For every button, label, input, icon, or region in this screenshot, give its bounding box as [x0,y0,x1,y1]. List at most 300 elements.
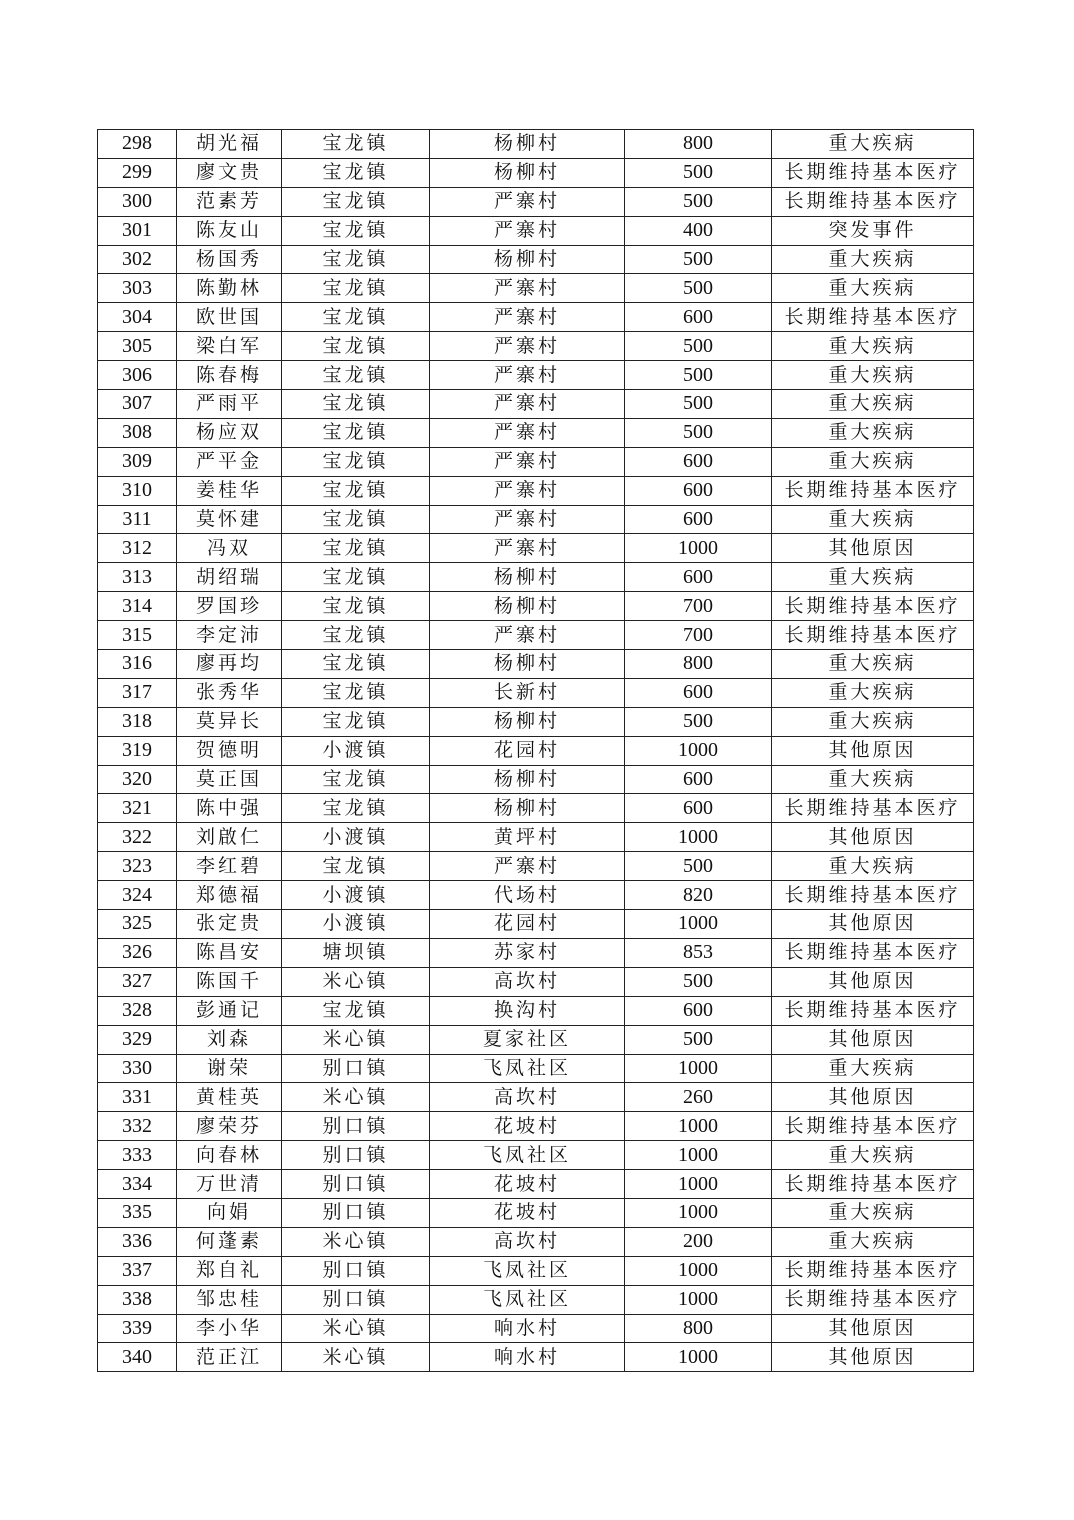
town-cell: 宝龙镇 [282,765,430,794]
town-cell: 别口镇 [282,1141,430,1170]
assistance-table [97,129,974,1372]
village-cell: 严寨村 [430,447,625,476]
village-cell: 代场村 [430,881,625,910]
name-cell: 陈春梅 [177,361,282,390]
name-cell: 谢荣 [177,1054,282,1083]
row-number-cell: 316 [98,650,177,679]
amount-cell: 600 [625,505,772,534]
table-row [98,447,974,476]
row-number-cell: 299 [98,158,177,187]
village-cell: 严寨村 [430,274,625,303]
row-number-cell: 319 [98,736,177,765]
reason-cell: 重大疾病 [772,563,974,592]
village-cell: 严寨村 [430,505,625,534]
table-row [98,852,974,881]
table-row [98,476,974,505]
reason-cell: 重大疾病 [772,274,974,303]
reason-cell: 重大疾病 [772,678,974,707]
name-cell: 姜桂华 [177,476,282,505]
table-row [98,534,974,563]
reason-cell: 其他原因 [772,823,974,852]
reason-cell: 突发事件 [772,216,974,245]
name-cell: 黄桂英 [177,1083,282,1112]
amount-cell: 800 [625,650,772,679]
table-row [98,938,974,967]
town-cell: 宝龙镇 [282,592,430,621]
village-cell: 杨柳村 [430,794,625,823]
reason-cell: 其他原因 [772,736,974,765]
reason-cell: 重大疾病 [772,418,974,447]
amount-cell: 260 [625,1083,772,1112]
reason-cell: 长期维持基本医疗 [772,187,974,216]
amount-cell: 800 [625,130,772,159]
village-cell: 严寨村 [430,303,625,332]
amount-cell: 500 [625,361,772,390]
village-cell: 严寨村 [430,187,625,216]
table-row [98,158,974,187]
town-cell: 宝龙镇 [282,447,430,476]
table-row [98,621,974,650]
village-cell: 高坎村 [430,1227,625,1256]
table-row [98,390,974,419]
town-cell: 宝龙镇 [282,678,430,707]
town-cell: 小渡镇 [282,823,430,852]
amount-cell: 600 [625,303,772,332]
name-cell: 陈中强 [177,794,282,823]
town-cell: 宝龙镇 [282,996,430,1025]
town-cell: 宝龙镇 [282,707,430,736]
reason-cell: 其他原因 [772,534,974,563]
row-number-cell: 323 [98,852,177,881]
amount-cell: 1000 [625,1285,772,1314]
table-row [98,967,974,996]
name-cell: 罗国珍 [177,592,282,621]
amount-cell: 500 [625,158,772,187]
village-cell: 严寨村 [430,476,625,505]
table-row [98,418,974,447]
name-cell: 张定贵 [177,910,282,939]
town-cell: 小渡镇 [282,736,430,765]
row-number-cell: 312 [98,534,177,563]
name-cell: 杨应双 [177,418,282,447]
amount-cell: 500 [625,274,772,303]
name-cell: 杨国秀 [177,245,282,274]
reason-cell: 重大疾病 [772,361,974,390]
town-cell: 小渡镇 [282,881,430,910]
name-cell: 范素芳 [177,187,282,216]
village-cell: 换沟村 [430,996,625,1025]
amount-cell: 600 [625,678,772,707]
name-cell: 李小华 [177,1314,282,1343]
amount-cell: 1000 [625,736,772,765]
reason-cell: 重大疾病 [772,852,974,881]
village-cell: 严寨村 [430,332,625,361]
village-cell: 杨柳村 [430,158,625,187]
amount-cell: 1000 [625,823,772,852]
amount-cell: 500 [625,245,772,274]
town-cell: 宝龙镇 [282,361,430,390]
town-cell: 别口镇 [282,1170,430,1199]
reason-cell: 重大疾病 [772,390,974,419]
reason-cell: 长期维持基本医疗 [772,1112,974,1141]
row-number-cell: 315 [98,621,177,650]
town-cell: 宝龙镇 [282,274,430,303]
village-cell: 高坎村 [430,1083,625,1112]
name-cell: 严雨平 [177,390,282,419]
name-cell: 廖文贵 [177,158,282,187]
table-row [98,1285,974,1314]
village-cell: 杨柳村 [430,707,625,736]
name-cell: 张秀华 [177,678,282,707]
reason-cell: 其他原因 [772,910,974,939]
village-cell: 严寨村 [430,390,625,419]
town-cell: 宝龙镇 [282,621,430,650]
village-cell: 花坡村 [430,1198,625,1227]
amount-cell: 1000 [625,1170,772,1199]
amount-cell: 600 [625,794,772,823]
table-row [98,881,974,910]
table-row [98,1083,974,1112]
town-cell: 宝龙镇 [282,650,430,679]
table-row [98,1025,974,1054]
reason-cell: 其他原因 [772,1314,974,1343]
town-cell: 宝龙镇 [282,245,430,274]
name-cell: 廖再均 [177,650,282,679]
name-cell: 万世清 [177,1170,282,1199]
row-number-cell: 322 [98,823,177,852]
reason-cell: 重大疾病 [772,1227,974,1256]
name-cell: 范正江 [177,1343,282,1372]
amount-cell: 600 [625,996,772,1025]
amount-cell: 1000 [625,534,772,563]
reason-cell: 重大疾病 [772,332,974,361]
reason-cell: 重大疾病 [772,1198,974,1227]
name-cell: 莫正国 [177,765,282,794]
town-cell: 米心镇 [282,1083,430,1112]
name-cell: 莫怀建 [177,505,282,534]
table-row [98,1141,974,1170]
town-cell: 宝龙镇 [282,216,430,245]
name-cell: 陈国千 [177,967,282,996]
table-row [98,563,974,592]
town-cell: 宝龙镇 [282,563,430,592]
row-number-cell: 311 [98,505,177,534]
village-cell: 严寨村 [430,216,625,245]
document-page [97,129,973,1372]
reason-cell: 长期维持基本医疗 [772,1256,974,1285]
table-body [98,130,974,1372]
town-cell: 宝龙镇 [282,852,430,881]
amount-cell: 600 [625,765,772,794]
name-cell: 刘森 [177,1025,282,1054]
reason-cell: 长期维持基本医疗 [772,938,974,967]
village-cell: 飞凤社区 [430,1285,625,1314]
row-number-cell: 329 [98,1025,177,1054]
table-row [98,794,974,823]
row-number-cell: 331 [98,1083,177,1112]
amount-cell: 1000 [625,1256,772,1285]
reason-cell: 重大疾病 [772,707,974,736]
table-row [98,245,974,274]
amount-cell: 1000 [625,910,772,939]
town-cell: 别口镇 [282,1256,430,1285]
amount-cell: 820 [625,881,772,910]
village-cell: 响水村 [430,1343,625,1372]
village-cell: 严寨村 [430,852,625,881]
village-cell: 杨柳村 [430,592,625,621]
row-number-cell: 306 [98,361,177,390]
row-number-cell: 310 [98,476,177,505]
row-number-cell: 303 [98,274,177,303]
name-cell: 陈友山 [177,216,282,245]
name-cell: 何蓬素 [177,1227,282,1256]
row-number-cell: 324 [98,881,177,910]
reason-cell: 重大疾病 [772,245,974,274]
town-cell: 宝龙镇 [282,187,430,216]
name-cell: 莫异长 [177,707,282,736]
village-cell: 杨柳村 [430,563,625,592]
name-cell: 邹忠桂 [177,1285,282,1314]
table-row [98,361,974,390]
table-row [98,1112,974,1141]
town-cell: 米心镇 [282,1314,430,1343]
town-cell: 米心镇 [282,1343,430,1372]
reason-cell: 长期维持基本医疗 [772,1170,974,1199]
name-cell: 郑德福 [177,881,282,910]
village-cell: 长新村 [430,678,625,707]
town-cell: 米心镇 [282,1025,430,1054]
reason-cell: 长期维持基本医疗 [772,303,974,332]
town-cell: 宝龙镇 [282,158,430,187]
reason-cell: 其他原因 [772,1343,974,1372]
town-cell: 宝龙镇 [282,476,430,505]
row-number-cell: 330 [98,1054,177,1083]
table-row [98,130,974,159]
table-row [98,650,974,679]
town-cell: 塘坝镇 [282,938,430,967]
name-cell: 冯双 [177,534,282,563]
table-row [98,274,974,303]
table-row [98,707,974,736]
reason-cell: 重大疾病 [772,505,974,534]
amount-cell: 500 [625,707,772,736]
village-cell: 严寨村 [430,621,625,650]
amount-cell: 200 [625,1227,772,1256]
row-number-cell: 309 [98,447,177,476]
village-cell: 杨柳村 [430,130,625,159]
row-number-cell: 321 [98,794,177,823]
town-cell: 小渡镇 [282,910,430,939]
town-cell: 宝龙镇 [282,303,430,332]
row-number-cell: 301 [98,216,177,245]
row-number-cell: 333 [98,1141,177,1170]
row-number-cell: 335 [98,1198,177,1227]
reason-cell: 重大疾病 [772,765,974,794]
town-cell: 宝龙镇 [282,332,430,361]
amount-cell: 1000 [625,1141,772,1170]
name-cell: 向娟 [177,1198,282,1227]
table-row [98,592,974,621]
row-number-cell: 314 [98,592,177,621]
amount-cell: 500 [625,852,772,881]
amount-cell: 1000 [625,1112,772,1141]
village-cell: 杨柳村 [430,650,625,679]
name-cell: 刘啟仁 [177,823,282,852]
table-row [98,303,974,332]
row-number-cell: 338 [98,1285,177,1314]
reason-cell: 长期维持基本医疗 [772,881,974,910]
row-number-cell: 305 [98,332,177,361]
row-number-cell: 334 [98,1170,177,1199]
row-number-cell: 340 [98,1343,177,1372]
town-cell: 宝龙镇 [282,794,430,823]
village-cell: 飞凤社区 [430,1256,625,1285]
name-cell: 胡光福 [177,130,282,159]
name-cell: 欧世国 [177,303,282,332]
row-number-cell: 327 [98,967,177,996]
amount-cell: 1000 [625,1198,772,1227]
reason-cell: 长期维持基本医疗 [772,476,974,505]
village-cell: 花坡村 [430,1170,625,1199]
name-cell: 李定沛 [177,621,282,650]
name-cell: 李红碧 [177,852,282,881]
amount-cell: 1000 [625,1054,772,1083]
row-number-cell: 326 [98,938,177,967]
table-row [98,1314,974,1343]
amount-cell: 500 [625,390,772,419]
row-number-cell: 336 [98,1227,177,1256]
table-row [98,1227,974,1256]
reason-cell: 重大疾病 [772,130,974,159]
reason-cell: 长期维持基本医疗 [772,621,974,650]
row-number-cell: 302 [98,245,177,274]
table-row [98,1343,974,1372]
reason-cell: 长期维持基本医疗 [772,794,974,823]
village-cell: 高坎村 [430,967,625,996]
town-cell: 别口镇 [282,1054,430,1083]
town-cell: 宝龙镇 [282,130,430,159]
village-cell: 花园村 [430,910,625,939]
town-cell: 宝龙镇 [282,418,430,447]
village-cell: 杨柳村 [430,765,625,794]
amount-cell: 600 [625,563,772,592]
amount-cell: 600 [625,447,772,476]
table-row [98,505,974,534]
row-number-cell: 304 [98,303,177,332]
amount-cell: 800 [625,1314,772,1343]
village-cell: 黄坪村 [430,823,625,852]
table-row [98,678,974,707]
table-row [98,1170,974,1199]
village-cell: 飞凤社区 [430,1141,625,1170]
row-number-cell: 307 [98,390,177,419]
row-number-cell: 332 [98,1112,177,1141]
reason-cell: 重大疾病 [772,447,974,476]
amount-cell: 500 [625,418,772,447]
amount-cell: 500 [625,332,772,361]
reason-cell: 其他原因 [772,1083,974,1112]
name-cell: 郑自礼 [177,1256,282,1285]
reason-cell: 长期维持基本医疗 [772,592,974,621]
reason-cell: 其他原因 [772,967,974,996]
town-cell: 别口镇 [282,1285,430,1314]
reason-cell: 其他原因 [772,1025,974,1054]
name-cell: 廖荣芬 [177,1112,282,1141]
row-number-cell: 308 [98,418,177,447]
row-number-cell: 318 [98,707,177,736]
village-cell: 严寨村 [430,534,625,563]
amount-cell: 853 [625,938,772,967]
table-row [98,996,974,1025]
row-number-cell: 337 [98,1256,177,1285]
town-cell: 宝龙镇 [282,534,430,563]
amount-cell: 500 [625,967,772,996]
reason-cell: 长期维持基本医疗 [772,996,974,1025]
village-cell: 严寨村 [430,361,625,390]
name-cell: 梁白军 [177,332,282,361]
village-cell: 花园村 [430,736,625,765]
village-cell: 响水村 [430,1314,625,1343]
table-row [98,823,974,852]
reason-cell: 重大疾病 [772,1141,974,1170]
amount-cell: 400 [625,216,772,245]
table-row [98,765,974,794]
row-number-cell: 325 [98,910,177,939]
name-cell: 向春林 [177,1141,282,1170]
amount-cell: 600 [625,476,772,505]
village-cell: 花坡村 [430,1112,625,1141]
table-row [98,1256,974,1285]
row-number-cell: 339 [98,1314,177,1343]
name-cell: 陈勤林 [177,274,282,303]
table-row [98,332,974,361]
town-cell: 米心镇 [282,967,430,996]
village-cell: 苏家村 [430,938,625,967]
table-row [98,1198,974,1227]
village-cell: 飞凤社区 [430,1054,625,1083]
name-cell: 彭通记 [177,996,282,1025]
village-cell: 杨柳村 [430,245,625,274]
name-cell: 贺德明 [177,736,282,765]
row-number-cell: 313 [98,563,177,592]
name-cell: 陈昌安 [177,938,282,967]
village-cell: 夏家社区 [430,1025,625,1054]
row-number-cell: 317 [98,678,177,707]
amount-cell: 500 [625,187,772,216]
table-row [98,1054,974,1083]
row-number-cell: 328 [98,996,177,1025]
table-row [98,910,974,939]
name-cell: 严平金 [177,447,282,476]
town-cell: 宝龙镇 [282,505,430,534]
village-cell: 严寨村 [430,418,625,447]
table-row [98,736,974,765]
reason-cell: 重大疾病 [772,1054,974,1083]
amount-cell: 700 [625,621,772,650]
town-cell: 别口镇 [282,1198,430,1227]
row-number-cell: 320 [98,765,177,794]
town-cell: 宝龙镇 [282,390,430,419]
amount-cell: 1000 [625,1343,772,1372]
reason-cell: 长期维持基本医疗 [772,158,974,187]
table-row [98,187,974,216]
row-number-cell: 298 [98,130,177,159]
table-row [98,216,974,245]
row-number-cell: 300 [98,187,177,216]
amount-cell: 500 [625,1025,772,1054]
reason-cell: 重大疾病 [772,650,974,679]
amount-cell: 700 [625,592,772,621]
